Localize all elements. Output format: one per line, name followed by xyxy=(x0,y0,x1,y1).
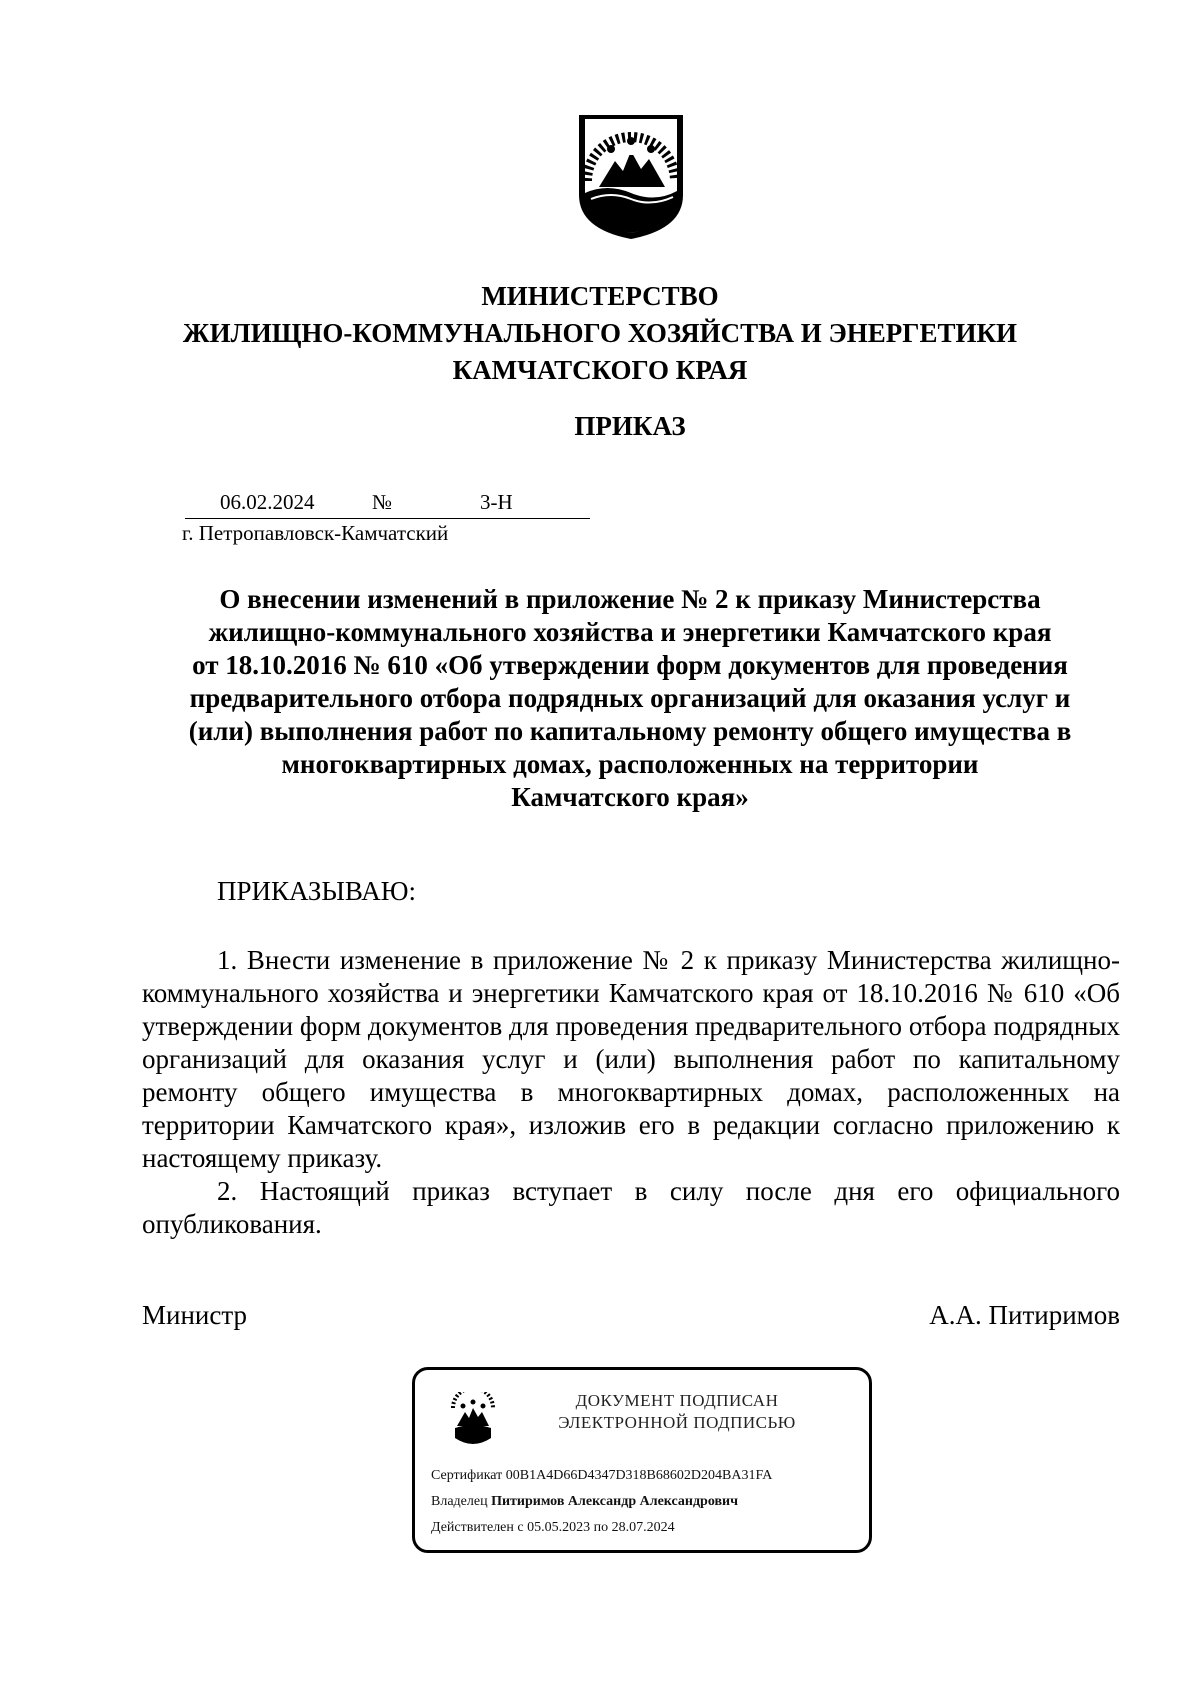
title-line: многоквартирных домах, расположенных на территории xyxy=(281,749,979,779)
signatory-name: А.А. Питиримов xyxy=(929,1300,1120,1330)
title-line: Камчатского края» xyxy=(511,782,749,812)
stamp-heading-line: ЭЛЕКТРОННОЙ ПОДПИСЬЮ xyxy=(558,1413,796,1432)
date-number-line xyxy=(185,490,590,519)
organization-name xyxy=(0,278,1200,389)
document-body xyxy=(142,944,1120,1241)
org-line: ЖИЛИЩНО-КОММУНАЛЬНОГО ХОЗЯЙСТВА И ЭНЕРГЕТИКИ xyxy=(182,318,1018,348)
mini-coat-of-arms-icon xyxy=(451,1392,495,1448)
owner-value: Питиримов Александр Александрович xyxy=(491,1494,738,1509)
stamp-heading xyxy=(527,1390,827,1434)
document-type: ПРИКАЗ xyxy=(574,411,686,441)
org-line: МИНИСТЕРСТВО xyxy=(481,281,719,311)
cert-label: Сертификат xyxy=(431,1468,503,1483)
signatory-position: Министр xyxy=(142,1300,247,1330)
valid-to: 28.07.2024 xyxy=(611,1520,675,1535)
org-line: КАМЧАТСКОГО КРАЯ xyxy=(452,355,748,385)
order-number: 3-Н xyxy=(480,490,513,514)
paragraph: 1. Внести изменение в приложение № 2 к приказу Министерства жилищно-коммунального хозяйства и энергетики Камчатского края от 18.10.2016 № 610 «Об утверждении форм документов для проведения предварительного отбора подрядных организаций для оказания услуг и (или) выполнения работ по капитальному ремонту общего имущества в многоквартирных домах, расположенных на территории Камчатского края», изложив его в редакции согласно приложению к настоящему приказу. xyxy=(142,945,1120,1173)
coat-of-arms-icon xyxy=(577,113,685,241)
owner-label: Владелец xyxy=(431,1494,488,1509)
cert-value: 00B1A4D66D4347D318B68602D204BA31FA xyxy=(505,1468,773,1483)
owner-line xyxy=(431,1494,738,1510)
document-title xyxy=(140,583,1120,814)
validity-line xyxy=(431,1520,675,1536)
number-sign: № xyxy=(372,490,393,514)
valid-label: Действителен с xyxy=(431,1520,524,1535)
certificate-line xyxy=(431,1468,772,1484)
valid-from: 05.05.2023 xyxy=(527,1520,591,1535)
title-line: О внесении изменений в приложение № 2 к приказу Министерства xyxy=(219,584,1041,614)
title-line: (или) выполнения работ по капитальному ремонту общего имущества в xyxy=(188,716,1072,746)
title-line: жилищно-коммунального хозяйства и энергетики Камчатского края xyxy=(208,617,1052,647)
title-line: предварительного отбора подрядных организаций для оказания услуг и xyxy=(189,683,1071,713)
valid-to-label: по xyxy=(593,1520,609,1535)
order-date: 06.02.2024 xyxy=(220,490,315,514)
e-signature-stamp xyxy=(412,1367,872,1553)
title-line: от 18.10.2016 № 610 «Об утверждении форм документов для проведения xyxy=(192,650,1068,680)
paragraph: 2. Настоящий приказ вступает в силу после дня его официального опубликования. xyxy=(142,1176,1120,1239)
stamp-heading-line: ДОКУМЕНТ ПОДПИСАН xyxy=(575,1391,779,1410)
order-word: ПРИКАЗЫВАЮ: xyxy=(217,876,416,906)
city: г. Петропавловск-Камчатский xyxy=(182,521,449,545)
